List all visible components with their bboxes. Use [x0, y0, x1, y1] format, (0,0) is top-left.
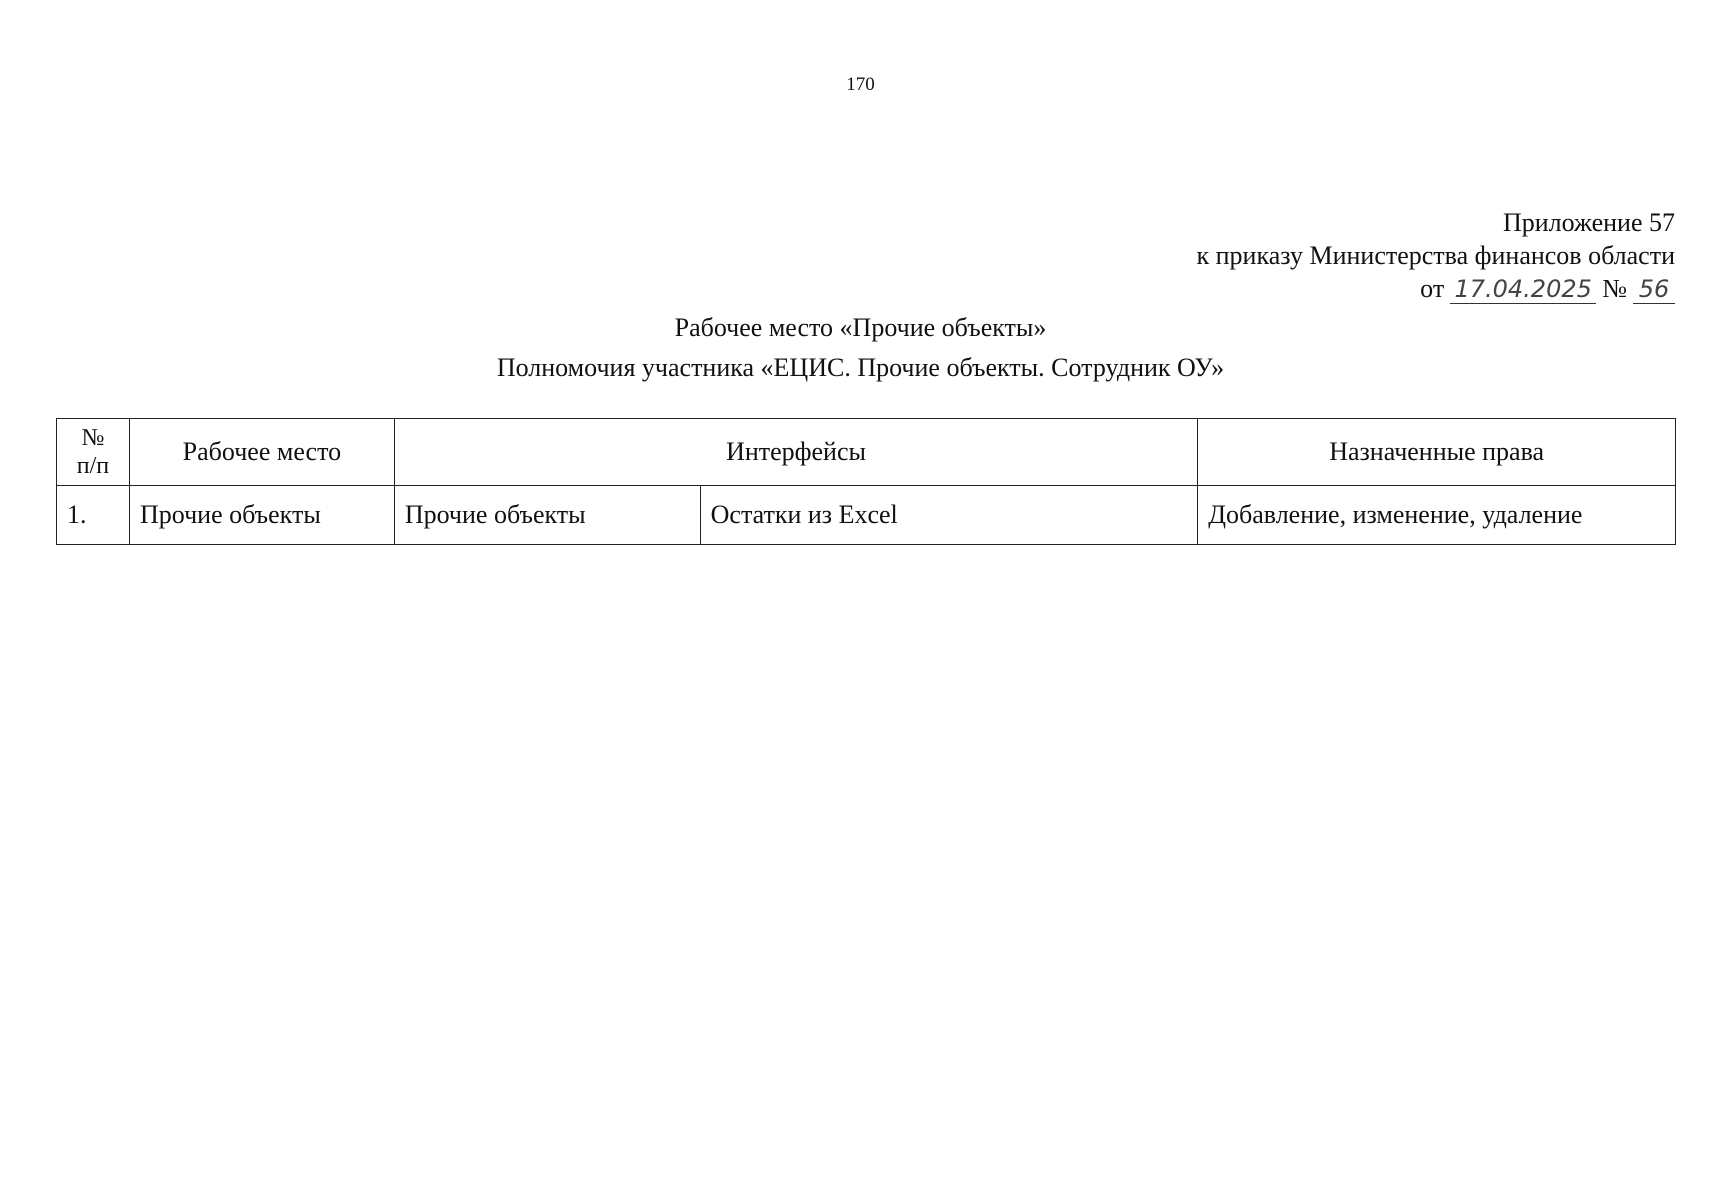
handwritten-date: 17.04.2025 [1450, 275, 1596, 304]
page-number: 170 [846, 74, 875, 95]
appendix-block [1197, 206, 1676, 305]
cell-number: 1. [57, 486, 130, 545]
header-number-abbrev: п/п [76, 453, 110, 479]
header-interfaces: Интерфейсы [394, 419, 1197, 486]
header-rights: Назначенные права [1198, 419, 1676, 486]
header-number-symbol: № [81, 425, 105, 451]
workplace-title: Рабочее место «Прочие объекты» [674, 313, 1047, 342]
appendix-title: Приложение 57 [1502, 208, 1675, 237]
order-date-line [1197, 272, 1676, 305]
handwritten-number: 56 [1633, 275, 1675, 304]
cell-rights: Добавление, изменение, удаление [1198, 486, 1676, 545]
table-header-row [57, 419, 1676, 486]
document-titles [0, 308, 1721, 388]
header-workplace: Рабочее место [129, 419, 394, 486]
number-label: № [1602, 274, 1627, 303]
from-label: от [1420, 274, 1445, 303]
cell-workplace: Прочие объекты [129, 486, 394, 545]
appendix-order-reference: к приказу Министерства финансов области [1196, 241, 1675, 270]
rights-table [56, 418, 1676, 545]
cell-interface-group: Прочие объекты [394, 486, 700, 545]
header-number [57, 419, 130, 486]
cell-interface: Остатки из Excel [700, 486, 1198, 545]
table-row [57, 486, 1676, 545]
authority-title: Полномочия участника «ЕЦИС. Прочие объекты. Сотрудник ОУ» [496, 353, 1225, 382]
